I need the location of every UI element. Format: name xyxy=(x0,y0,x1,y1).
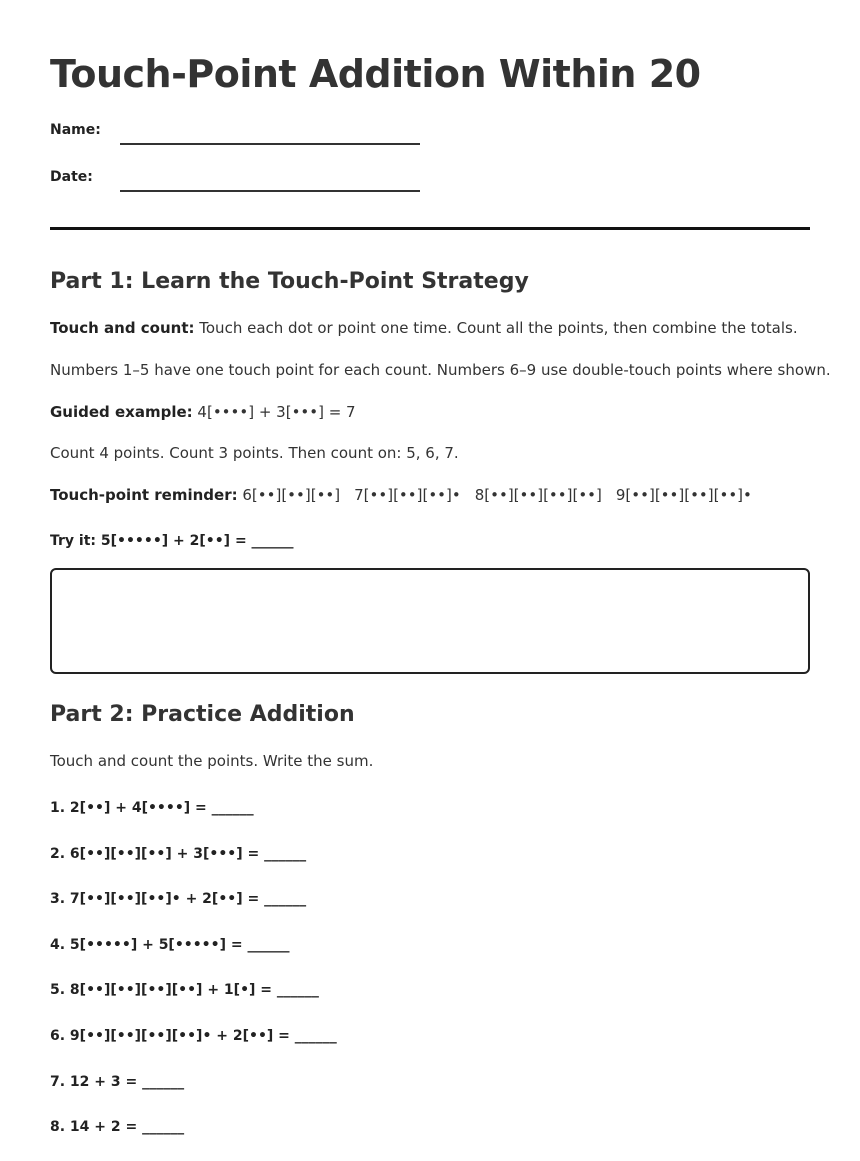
reminder-9: 9[••][••][••][••]• xyxy=(615,486,752,504)
name-field[interactable] xyxy=(120,143,420,145)
reminder-8: 8[••][••][••][••] xyxy=(474,486,602,504)
problem-7: 7. 12 + 3 = ______ xyxy=(50,1074,185,1090)
touch-and-count-label: Touch and count: xyxy=(50,319,195,337)
reminder-7: 7[••][••][••]• xyxy=(354,486,461,504)
touch-and-count-text xyxy=(50,318,798,338)
problem-2: 2. 6[••][••][••] + 3[•••] = ______ xyxy=(50,846,307,862)
problem-1: 1. 2[••] + 4[••••] = ______ xyxy=(50,800,254,816)
reminder-6: 6[••][••][••] xyxy=(242,486,341,504)
section-divider xyxy=(50,227,810,230)
problem-3: 3. 7[••][••][••]• + 2[••] = ______ xyxy=(50,891,307,907)
part2-instructions: Touch and count the points. Write the sum. xyxy=(50,752,374,770)
reminder-label: Touch-point reminder: xyxy=(50,486,238,504)
part2-heading: Part 2: Practice Addition xyxy=(50,702,355,727)
guided-example xyxy=(50,402,356,422)
count-on-text: Count 4 points. Count 3 points. Then count on: 5, 6, 7. xyxy=(50,444,459,462)
touch-point-reminder xyxy=(50,485,752,505)
date-field[interactable] xyxy=(120,190,420,192)
problem-8: 8. 14 + 2 = ______ xyxy=(50,1119,185,1135)
try-it-answer-box[interactable] xyxy=(50,568,810,674)
page-title: Touch-Point Addition Within 20 xyxy=(50,52,701,96)
touch-and-count-body: Touch each dot or point one time. Count all the points, then combine the totals. xyxy=(194,319,798,337)
try-it-problem: Try it: 5[•••••] + 2[••] = ______ xyxy=(50,533,294,549)
name-label: Name: xyxy=(50,122,101,138)
problem-5: 5. 8[••][••][••][••] + 1[•] = ______ xyxy=(50,982,319,998)
guided-example-label: Guided example: xyxy=(50,403,193,421)
problem-6: 6. 9[••][••][••][••]• + 2[••] = ______ xyxy=(50,1028,337,1044)
date-label: Date: xyxy=(50,169,93,185)
guided-example-body: 4[••••] + 3[•••] = 7 xyxy=(192,403,356,421)
part1-heading: Part 1: Learn the Touch-Point Strategy xyxy=(50,269,529,294)
numbers-text: Numbers 1–5 have one touch point for each count. Numbers 6–9 use double-touch points where shown. xyxy=(50,361,831,379)
problem-4: 4. 5[•••••] + 5[•••••] = ______ xyxy=(50,937,290,953)
